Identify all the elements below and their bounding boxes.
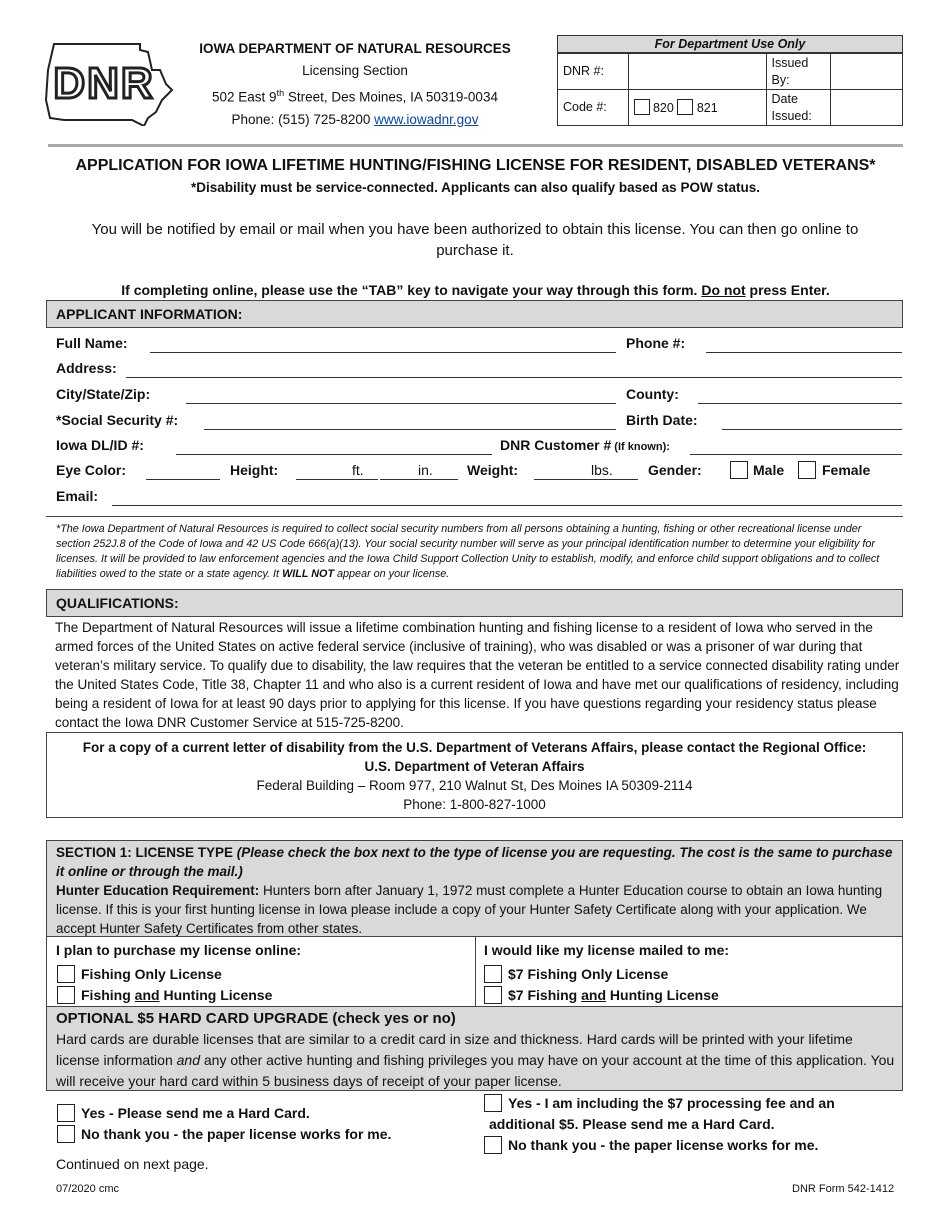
online-fishing-hunting-label: Fishing and Hunting License <box>81 987 273 1003</box>
eye-color-label: Eye Color: <box>56 462 127 478</box>
online-hardcard-no-checkbox[interactable] <box>57 1125 75 1143</box>
gender-label: Gender: <box>648 462 702 478</box>
mail-fishing-hunting-label: $7 Fishing and Hunting License <box>508 987 719 1003</box>
mail-hardcard-no-label: No thank you - the paper license works for me. <box>508 1137 819 1153</box>
continued-note: Continued on next page. <box>56 1156 209 1172</box>
mail-heading: I would like my license mailed to me: <box>484 942 730 958</box>
notification-text: You will be notified by email or mail when you have been authorized to obtain this license. You can then go online to purchase it. <box>91 221 859 259</box>
footer-revision: 07/2020 cmc <box>56 1183 119 1195</box>
city-state-zip-label: City/State/Zip: <box>56 386 151 402</box>
online-fishing-label: Fishing Only License <box>81 966 222 982</box>
tab-instruction: If completing online, please use the “TAB” key to navigate your way through this form. Do not press Enter. <box>121 282 830 298</box>
hard-card-text: Hard cards are durable licenses that are similar to a credit card in size and thickness. Hard cards will be printed with your lifetime license information and any other active hunting and fishing privileges you may have on your account at the time of this application. You will receive your hard card within 5 business days of receipt of your paper license. <box>56 1031 895 1089</box>
ssn-disclosure-note: *The Iowa Department of Natural Resources is required to collect social security numbers from all persons obtaining a hunting, fishing or other recreational license under section 252J.8 of the Code of Iowa and 42 US Code 666(a)(13). Your social security number will serve as your principal identification number to determine your eligibility for licenses. It will be provided to law enforcement agencies and the Iowa Child Support Collection Unity to establish, modify, and enforce child support obligations and to collect liabilities owed to the state or a state agency. It WILL NOT appear on your license. <box>56 523 880 580</box>
weight-input[interactable] <box>534 479 638 480</box>
mail-hardcard-no-checkbox[interactable] <box>484 1136 502 1154</box>
mail-hardcard-yes-checkbox[interactable] <box>484 1094 502 1112</box>
full-name-input[interactable] <box>150 352 616 353</box>
license-options-divider <box>475 937 476 1007</box>
online-fishing-hunting-checkbox[interactable] <box>57 986 75 1004</box>
issued-by-field[interactable] <box>830 54 902 90</box>
department-use-box <box>557 35 903 126</box>
city-state-zip-input[interactable] <box>186 403 616 404</box>
online-hardcard-no-label: No thank you - the paper license works for me. <box>81 1126 392 1142</box>
customer-number-input[interactable] <box>690 454 902 455</box>
lbs-unit: lbs. <box>591 462 613 478</box>
form-subtitle: *Disability must be service-connected. Applicants can also qualify based as POW status. <box>191 180 760 195</box>
mail-fishing-label: $7 Fishing Only License <box>508 966 669 982</box>
height-inches-input[interactable] <box>380 479 458 480</box>
female-checkbox[interactable] <box>798 461 816 479</box>
qualifications-heading: QUALIFICATIONS: <box>46 589 903 617</box>
hunter-education-text: Hunters born after January 1, 1972 must complete a Hunter Education course to obtain an Iowa hunting license. If this is your first hunting license in Iowa please include a copy of your Hunter Safety Certificate along with your application. We accept Hunter Safety Certificates from other states. <box>56 883 883 936</box>
dnr-number-field[interactable] <box>628 54 766 90</box>
male-label: Male <box>753 462 785 478</box>
phone-input[interactable] <box>706 352 902 353</box>
department-use-title: For Department Use Only <box>558 36 902 53</box>
birth-date-input[interactable] <box>722 429 902 430</box>
feet-unit: ft. <box>352 462 364 478</box>
qualifications-text: The Department of Natural Resources will issue a lifetime combination hunting and fishing license to a resident of Iowa who served in the armed forces of the United States on active federal service (inclusive of training), who was disabled or was a prisoner of war during that veteran’s military service. To qualify due to disability, the law requires that the veteran be entitled to a service connected disability rating under the United States Code, Title 38, Chapter 11 and who also is a current resident of Iowa and have met our qualifications of residency, including being a resident of Iowa for at least 90 days prior to applying for this license. If you have questions regarding your residency status please contact the Iowa DNR Customer Service at 515-725-8200. <box>55 620 900 730</box>
va-address: Federal Building – Room 977, 210 Walnut St, Des Moines IA 50309-2114 <box>256 778 693 793</box>
section1-heading: SECTION 1: LICENSE TYPE <box>56 845 234 860</box>
mail-hardcard-yes-label-1: Yes - I am including the $7 processing fee and an <box>508 1095 835 1111</box>
weight-label: Weight: <box>467 462 519 478</box>
email-input[interactable] <box>112 505 902 506</box>
ssn-input[interactable] <box>204 429 616 430</box>
logo-text: DNR <box>53 59 155 108</box>
code-label: Code #: <box>558 90 628 126</box>
online-hardcard-yes-checkbox[interactable] <box>57 1104 75 1122</box>
va-contact-intro: For a copy of a current letter of disability from the U.S. Department of Veterans Affairs, please contact the Regional Office: <box>82 740 867 755</box>
dnr-number-label: DNR #: <box>558 54 628 90</box>
inches-unit: in. <box>418 462 433 478</box>
code-820-checkbox[interactable] <box>634 99 650 115</box>
customer-number-label: DNR Customer # (If known): <box>500 437 670 453</box>
mail-hardcard-yes-label-2: additional $5. Please send me a Hard Card. <box>489 1116 775 1132</box>
mail-fishing-hunting-checkbox[interactable] <box>484 986 502 1004</box>
dl-id-label: Iowa DL/ID #: <box>56 437 144 453</box>
footer-form-number: DNR Form 542-1412 <box>792 1183 895 1195</box>
agency-address: 502 East 9th Street, Des Moines, IA 50319-0034 <box>212 88 498 105</box>
mail-fishing-checkbox[interactable] <box>484 965 502 983</box>
agency-section: Licensing Section <box>302 63 408 78</box>
issued-by-label: Issued By: <box>766 54 830 90</box>
hard-card-upgrade-box <box>46 1006 903 1091</box>
address-label: Address: <box>56 360 117 376</box>
dnr-logo <box>44 40 176 126</box>
county-label: County: <box>626 386 679 402</box>
online-hardcard-yes-label: Yes - Please send me a Hard Card. <box>81 1105 310 1121</box>
form-title: APPLICATION FOR IOWA LIFETIME HUNTING/FISHING LICENSE FOR RESIDENT, DISABLED VETERANS* <box>75 157 876 174</box>
header-divider <box>48 144 903 147</box>
eye-color-input[interactable] <box>146 479 220 480</box>
address-input[interactable] <box>126 377 902 378</box>
code-options: 820 821 <box>628 90 766 126</box>
height-label: Height: <box>230 462 279 478</box>
va-phone: Phone: 1-800-827-1000 <box>403 797 546 812</box>
phone-label: Phone #: <box>626 335 686 351</box>
height-feet-input[interactable] <box>296 479 378 480</box>
applicant-info-heading: APPLICANT INFORMATION: <box>46 300 903 328</box>
agency-header <box>195 38 515 131</box>
date-issued-label: Date Issued: <box>766 90 830 126</box>
agency-name: IOWA DEPARTMENT OF NATURAL RESOURCES <box>199 41 511 56</box>
agency-phone: Phone: (515) 725-8200 www.iowadnr.gov <box>231 111 479 127</box>
online-fishing-checkbox[interactable] <box>57 965 75 983</box>
applicant-bottom-rule <box>46 516 903 517</box>
code-821-checkbox[interactable] <box>677 99 693 115</box>
ssn-label: *Social Security #: <box>56 412 179 428</box>
email-label: Email: <box>56 488 99 504</box>
date-issued-field[interactable] <box>830 90 902 126</box>
section1-instructions: (Please check the box next to the type of license you are requesting. The cost is the same to purchase it online or through the mail.) <box>56 845 893 879</box>
female-label: Female <box>822 462 871 478</box>
website-link[interactable]: www.iowadnr.gov <box>374 111 479 127</box>
va-name: U.S. Department of Veteran Affairs <box>364 759 585 774</box>
full-name-label: Full Name: <box>56 335 128 351</box>
male-checkbox[interactable] <box>730 461 748 479</box>
birth-date-label: Birth Date: <box>626 412 698 428</box>
county-input[interactable] <box>698 403 902 404</box>
section1-license-type <box>46 840 903 937</box>
online-heading: I plan to purchase my license online: <box>56 942 302 958</box>
hunter-education-label: Hunter Education Requirement: <box>56 883 260 898</box>
va-contact-box <box>46 732 903 818</box>
hard-card-heading: OPTIONAL $5 HARD CARD UPGRADE (check yes or no) <box>56 1010 456 1027</box>
dl-id-input[interactable] <box>176 454 492 455</box>
